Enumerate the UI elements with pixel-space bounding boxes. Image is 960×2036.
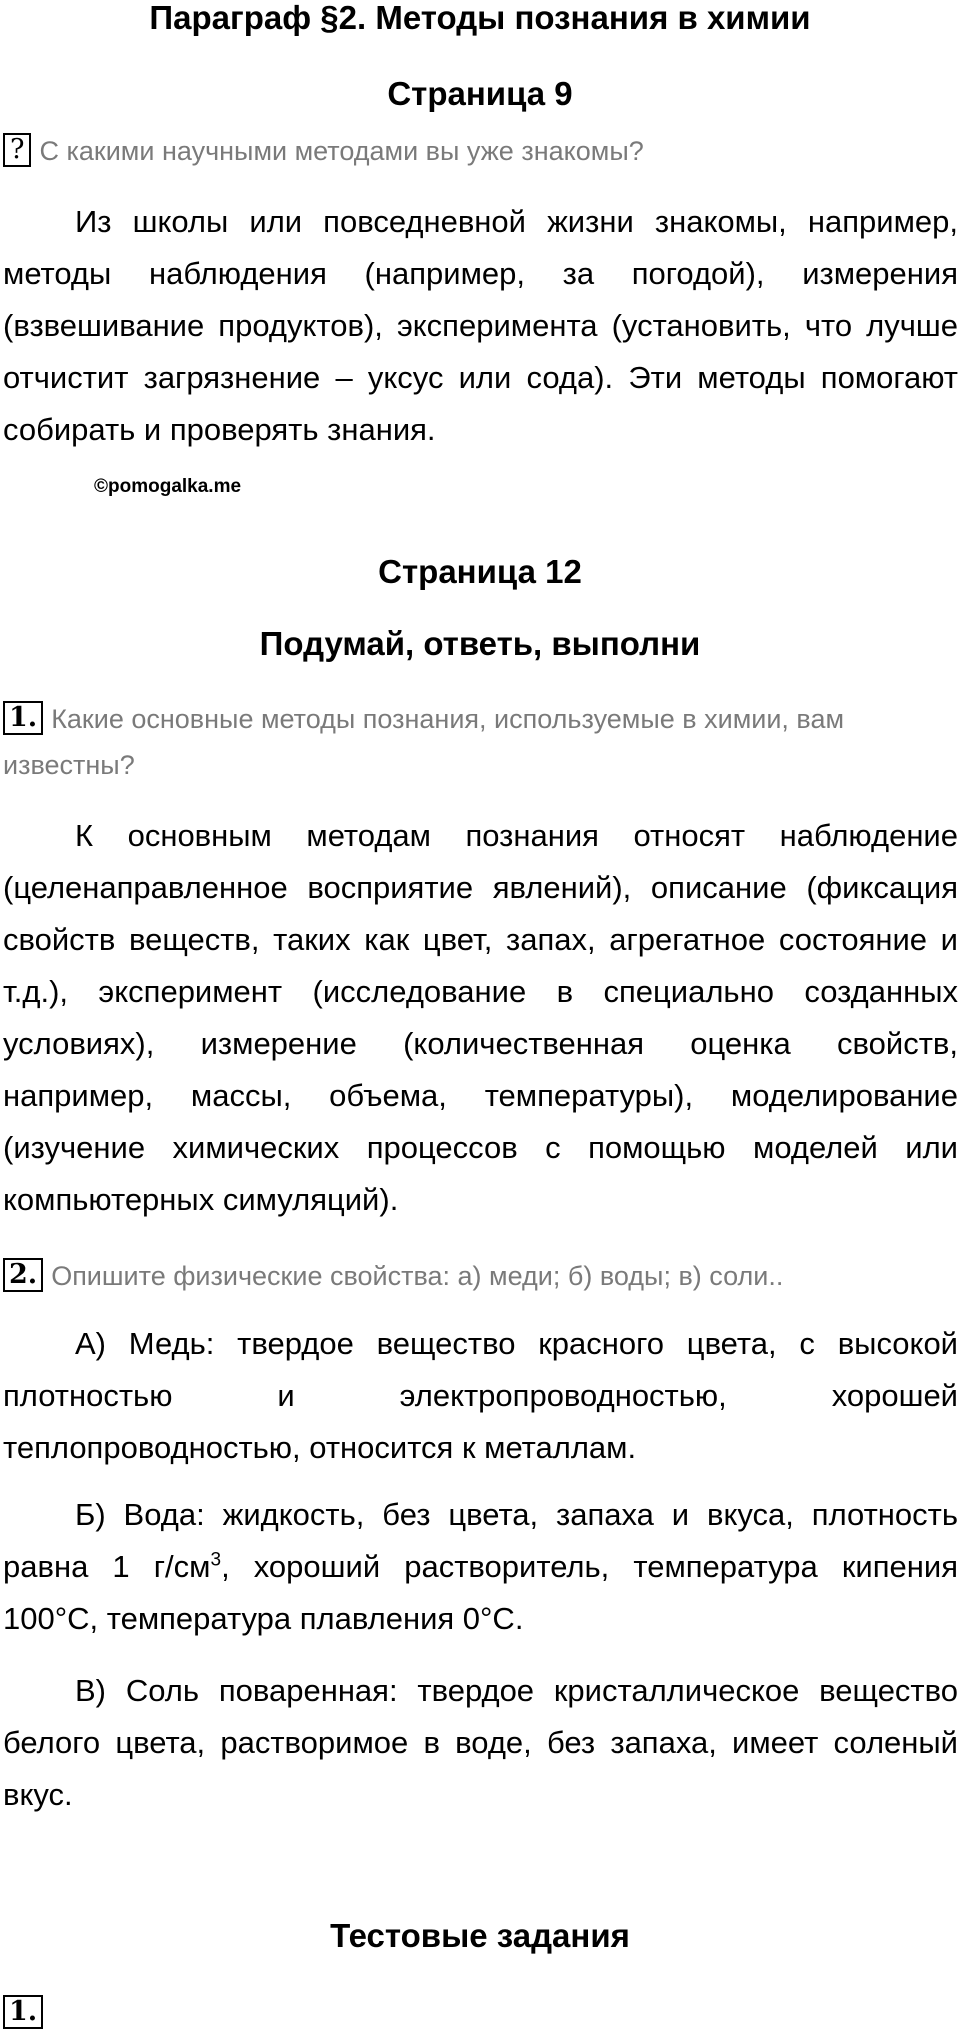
- question-1-text: Какие основные методы познания, используемые в химии, вам известны?: [3, 704, 845, 780]
- answer-2c: В) Соль поваренная: твердое кристаллическое вещество белого цвета, растворимое в воде, без запаха, имеет соленый вкус.: [3, 1673, 958, 1812]
- test-question-1: [3, 1990, 958, 2036]
- question-2-text: Опишите физические свойства: а) меди; б) воды; в) соли..: [51, 1261, 784, 1291]
- page-9-question: [3, 128, 958, 174]
- question-2: [3, 1253, 958, 1299]
- page-9-heading: Страница 9: [387, 75, 573, 112]
- page-title: Параграф §2. Методы познания в химии: [149, 0, 811, 36]
- answer-2b-text-end: , хороший растворитель, температура кипения 100°C, температура плавления 0°C.: [3, 1549, 958, 1636]
- page-12-heading: Страница 12: [378, 553, 582, 590]
- test-question-1-number: 1.: [3, 1995, 43, 2029]
- answer-1: К основным методам познания относят наблюдение (целенаправленное восприятие явлений), описание (фиксация свойств веществ, таких как цвет, запах, агрегатное состояние и т.д.), эксперимент (исследование в специально созданных условиях), измерение (количественная оценка свойств, например, массы, объема, температуры), моделирование (изучение химических процессов с помощью моделей или компьютерных симуляций).: [3, 818, 958, 1217]
- tests-heading: Тестовые задания: [330, 1917, 630, 1954]
- credit-watermark: ©pomogalka.me: [94, 476, 242, 497]
- cube-superscript: 3: [210, 1549, 222, 1571]
- question-mark-box: ?: [3, 133, 31, 167]
- question-1-number: 1.: [3, 701, 43, 735]
- question-2-number: 2.: [3, 1258, 43, 1292]
- page-9-answer: Из школы или повседневной жизни знакомы, например, методы наблюдения (например, за погодой), измерения (взвешивание продуктов), эксперимента (установить, что лучше отчистит загрязнение – уксус или сода). Эти методы помогают собирать и проверять знания.: [3, 204, 958, 447]
- answer-2a: А) Медь: твердое вещество красного цвета, с высокой плотностью и электропроводностью, хорошей теплопроводностью, относится к металлам.: [3, 1326, 958, 1465]
- answer-2b-text: Б) Вода: жидкость, без цвета, запаха и вкуса, плотность равна 1 г/см: [3, 1497, 958, 1584]
- question-1: [3, 696, 958, 788]
- page-9-question-text: С какими научными методами вы уже знакомы?: [39, 136, 644, 166]
- answer-2b: [3, 1489, 958, 1645]
- section-heading: Подумай, ответь, выполни: [259, 625, 701, 662]
